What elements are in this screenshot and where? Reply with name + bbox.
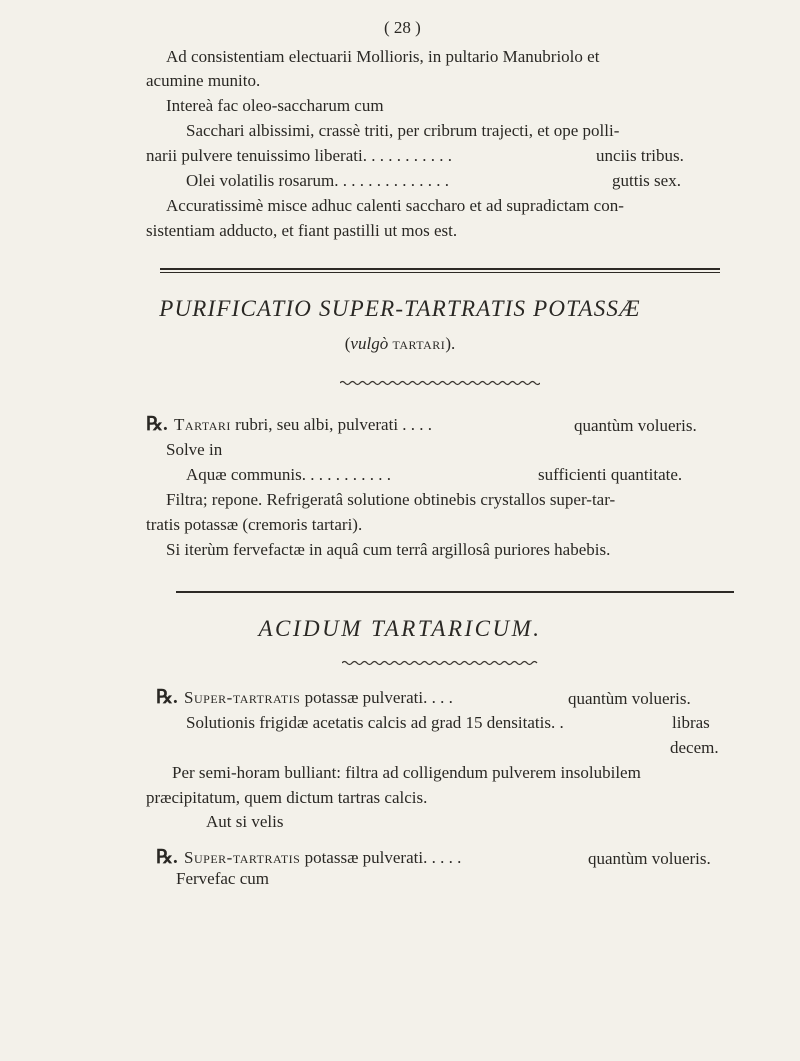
- text-line: Filtra; repone. Refrigeratâ solutione obtinebis crystallos super-tar-: [166, 490, 616, 509]
- text-line: Solutionis frigidæ acetatis calcis ad grad 15 densitatis. .: [186, 713, 564, 732]
- text-line: Fervefac cum: [176, 869, 269, 888]
- page-number: ( 28 ): [384, 18, 421, 37]
- wavy-ornament: [340, 380, 540, 386]
- section-title: PURIFICATIO SUPER-TARTRATIS POTASSÆ: [159, 296, 641, 321]
- recipe-symbol: ℞.: [156, 687, 178, 708]
- quantity-text: sufficienti quantitate.: [538, 465, 683, 484]
- text-line: ℞. Super-tartratis potassæ pulverati. . . . .: [156, 847, 462, 868]
- text-line: ℞. Tartari rubri, seu albi, pulverati . . . .: [146, 414, 433, 435]
- text-line: Accuratissimè misce adhuc calenti saccharo et ad supradictam con-: [166, 196, 624, 215]
- quantity-text: quantùm volueris.: [588, 849, 711, 868]
- quantity-text: decem.: [670, 738, 719, 757]
- wavy-ornament: [342, 660, 538, 666]
- text-line: Si iterùm fervefactæ in aquâ cum terrâ argillosâ puriores habebis.: [166, 540, 611, 559]
- text-line: Per semi-horam bulliant: filtra ad colligendum pulverem insolubilem: [172, 763, 641, 782]
- text-line: Aut si velis: [206, 812, 284, 831]
- text-line: ℞. Super-tartratis potassæ pulverati. . . .: [156, 687, 453, 708]
- text-line: Sacchari albissimi, crassè triti, per cribrum trajecti, et ope polli-: [186, 121, 620, 140]
- text-line: Intereà fac oleo-saccharum cum: [166, 96, 384, 115]
- section-divider: [160, 268, 720, 270]
- recipe-symbol: ℞.: [146, 414, 168, 435]
- quantity-text: guttis sex.: [612, 171, 681, 190]
- text-line: Aquæ communis. . . . . . . . . . .: [186, 465, 391, 484]
- quantity-text: unciis tribus.: [596, 146, 684, 165]
- text-line: Ad consistentiam electuarii Mollioris, in pultario Manubriolo et: [166, 47, 600, 66]
- quantity-text: quantùm volueris.: [568, 689, 691, 708]
- text-line: Olei volatilis rosarum. . . . . . . . . . . . . .: [186, 171, 450, 190]
- recipe-symbol: ℞.: [156, 847, 178, 868]
- text-line: acumine munito.: [146, 71, 261, 90]
- quantity-text: quantùm volueris.: [574, 416, 697, 435]
- section-divider: [160, 272, 720, 273]
- section-subtitle: (vulgò tartari).: [344, 334, 456, 353]
- text-line: tratis potassæ (cremoris tartari).: [146, 515, 363, 534]
- text-line: præcipitatum, quem dictum tartras calcis.: [146, 788, 428, 807]
- text-line: narii pulvere tenuissimo liberati. . . . . . . . . . .: [146, 146, 452, 165]
- section-divider: [176, 591, 734, 593]
- text-line: Solve in: [166, 440, 223, 459]
- quantity-text: libras: [672, 713, 710, 732]
- text-line: sistentiam adducto, et fiant pastilli ut mos est.: [146, 221, 458, 240]
- section-title: ACIDUM TARTARICUM.: [258, 616, 542, 641]
